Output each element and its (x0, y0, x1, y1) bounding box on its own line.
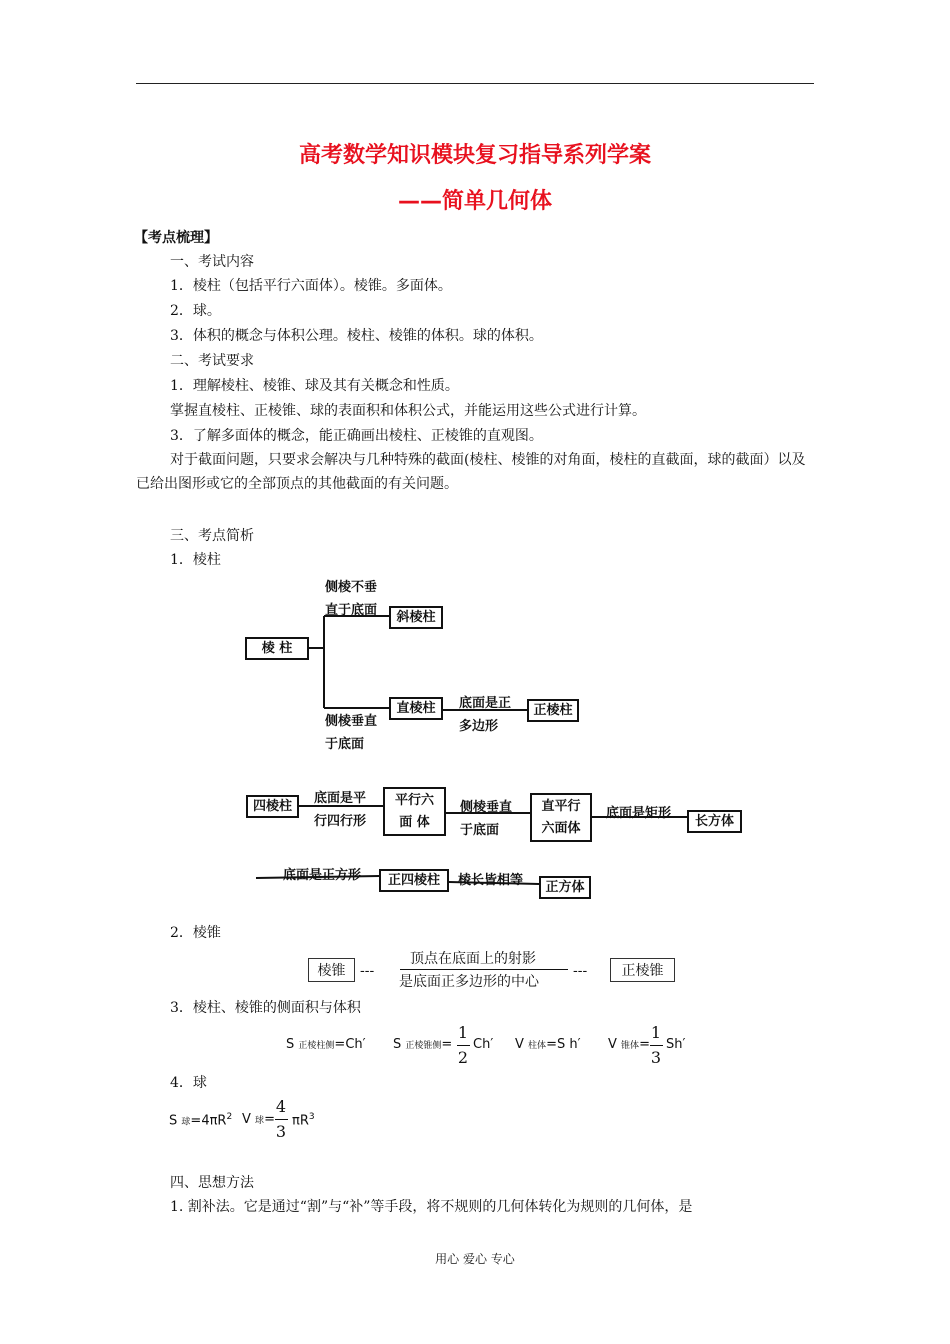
node-oblique-prism: 斜棱柱 (389, 606, 443, 629)
fraction-bar (275, 1119, 288, 1120)
s3-item1: 1．棱柱 (170, 552, 221, 568)
formula-sphere-volume (242, 1112, 275, 1127)
node-regular-quad-prism: 正四棱柱 (379, 869, 449, 892)
formula-rest: =S h′ (546, 1037, 581, 1052)
label-regular-base-2: 多边形 (459, 719, 499, 734)
formula-equals: = (264, 1112, 275, 1127)
label-lateral-perpendicular: 侧棱垂直 (460, 800, 513, 815)
s2-item: 1．理解棱柱、棱锥、球及其有关概念和性质。 (170, 378, 459, 394)
label-not-perpendicular-2: 直于底面 (325, 603, 378, 618)
fraction-bar (457, 1045, 470, 1046)
node-cuboid: 长方体 (687, 810, 742, 833)
formula-rest: πR (292, 1113, 309, 1129)
label-lateral-perpendicular-2: 于底面 (460, 823, 500, 838)
node-parallelepiped-line2: 面 体 (399, 814, 430, 830)
formula-pyramid-volume (608, 1037, 650, 1052)
formula-subscript: 锥体 (621, 1041, 640, 1051)
formula-rest: =4πR (190, 1113, 227, 1129)
s4-heading: 四、思想方法 (170, 1175, 254, 1191)
label-rectangle-base: 底面是矩形 (606, 806, 672, 821)
formula-subscript: 柱体 (528, 1041, 547, 1051)
formula-rest: =Ch′ (334, 1037, 366, 1052)
s2-item: 3．了解多面体的概念，能正确画出棱柱、正棱锥的直观图。 (170, 428, 543, 444)
node-regular-prism: 正棱柱 (527, 699, 579, 722)
s3-item4: 4．球 (170, 1075, 207, 1091)
title-line1: 高考数学知识模块复习指导系列学案 (298, 143, 651, 168)
fraction-numerator: 1 (650, 1023, 662, 1042)
formula-rest: Sh′ (666, 1037, 686, 1052)
formula-equals: = (639, 1037, 650, 1052)
s1-heading: 一、考试内容 (170, 254, 254, 270)
formula-sphere-volume-rest (292, 1112, 315, 1128)
formula-subscript: 球 (255, 1116, 265, 1126)
s3-item2: 2．棱锥 (170, 925, 221, 941)
pyramid-dashes-left: --- (360, 963, 375, 979)
formula-subscript: 正棱锥侧 (405, 1041, 442, 1051)
regular-pyramid-box: 正棱锥 (610, 958, 675, 982)
fraction-denominator: 3 (275, 1122, 287, 1141)
formula-superscript: 3 (308, 1112, 315, 1122)
s3-heading: 三、考点简析 (170, 528, 254, 544)
node-right-parallelepiped (530, 793, 592, 842)
formula-subscript: 正棱柱侧 (298, 1041, 335, 1051)
node-parallelepiped-line1: 平行六 (394, 792, 434, 808)
pyramid-box: 棱锥 (308, 958, 355, 982)
label-parallelogram-base: 底面是平 (314, 791, 367, 806)
label-square-base: 底面是正方形 (283, 868, 362, 883)
pyramid-dashes-right: --- (573, 963, 588, 979)
formula-rest: Ch′ (473, 1037, 494, 1052)
formula-subscript: 球 (181, 1117, 191, 1128)
fraction-denominator: 2 (457, 1048, 469, 1067)
s4-item1: 1. 割补法。它是通过“割”与“补”等手段，将不规则的几何体转化为规则的几何体，是 (170, 1199, 693, 1215)
formula-superscript: 2 (226, 1112, 233, 1122)
label-perpendicular: 侧棱垂直 (325, 714, 378, 729)
node-cube: 正方体 (539, 876, 591, 899)
formula-prism-lateral (286, 1037, 366, 1052)
label-regular-base: 底面是正 (459, 696, 512, 711)
title-line2: ——简单几何体 (397, 189, 552, 214)
s2-heading: 二、考试要求 (170, 353, 254, 369)
s1-item: 2．球。 (170, 303, 221, 319)
s2-item: 掌握直棱柱、正棱锥、球的表面积和体积公式，并能运用这些公式进行计算。 (170, 403, 646, 419)
node-right-parallelepiped-line1: 直平行 (541, 798, 581, 814)
section-heading: 【考点梳理】 (134, 230, 218, 246)
formula-symbol: S (169, 1113, 178, 1129)
pyramid-condition-top: 顶点在底面上的射影 (410, 951, 536, 967)
label-parallelogram-base-2: 行四行形 (314, 814, 367, 829)
s1-item: 3．体积的概念与体积公理。棱柱、棱锥的体积。球的体积。 (170, 328, 543, 344)
label-not-perpendicular: 侧棱不垂 (325, 580, 378, 595)
formula-symbol: V (608, 1037, 617, 1052)
label-equal-edges: 棱长皆相等 (458, 873, 524, 888)
s1-item: 1．棱柱（包括平行六面体）。棱锥。多面体。 (170, 278, 452, 294)
node-right-parallelepiped-line2: 六面体 (541, 820, 581, 836)
formula-equals: = (441, 1037, 453, 1052)
node-quad-prism: 四棱柱 (246, 795, 299, 818)
page-footer: 用心 爱心 专心 (435, 1252, 515, 1266)
pyramid-condition-bottom: 是底面正多边形的中心 (399, 974, 539, 990)
fraction-numerator: 1 (457, 1023, 469, 1042)
formula-sphere-area (169, 1112, 232, 1128)
s2-paragraph: 对于截面问题，只要求会解决与几种特殊的截面(棱柱、棱锥的对角面，棱柱的直截面，球的截面）以及已给出图形或它的全部顶点的其他截面的有关问题。 (136, 452, 806, 492)
formula-symbol: S (393, 1037, 402, 1052)
formula-symbol: V (242, 1112, 251, 1127)
s3-item3: 3．棱柱、棱锥的侧面积与体积 (170, 1000, 361, 1016)
formula-prism-volume (515, 1037, 581, 1052)
node-parallelepiped (383, 787, 446, 836)
node-prism: 棱 柱 (245, 637, 309, 660)
formula-symbol: S (286, 1037, 295, 1052)
label-perpendicular-2: 于底面 (325, 737, 365, 752)
fraction-numerator: 4 (275, 1097, 287, 1116)
fraction-denominator: 3 (650, 1048, 662, 1067)
formula-pyramid-lateral (393, 1037, 452, 1052)
pyramid-fraction-bar (400, 969, 568, 970)
formula-symbol: V (515, 1037, 524, 1052)
fraction-bar (650, 1045, 663, 1046)
node-right-prism: 直棱柱 (389, 697, 443, 720)
